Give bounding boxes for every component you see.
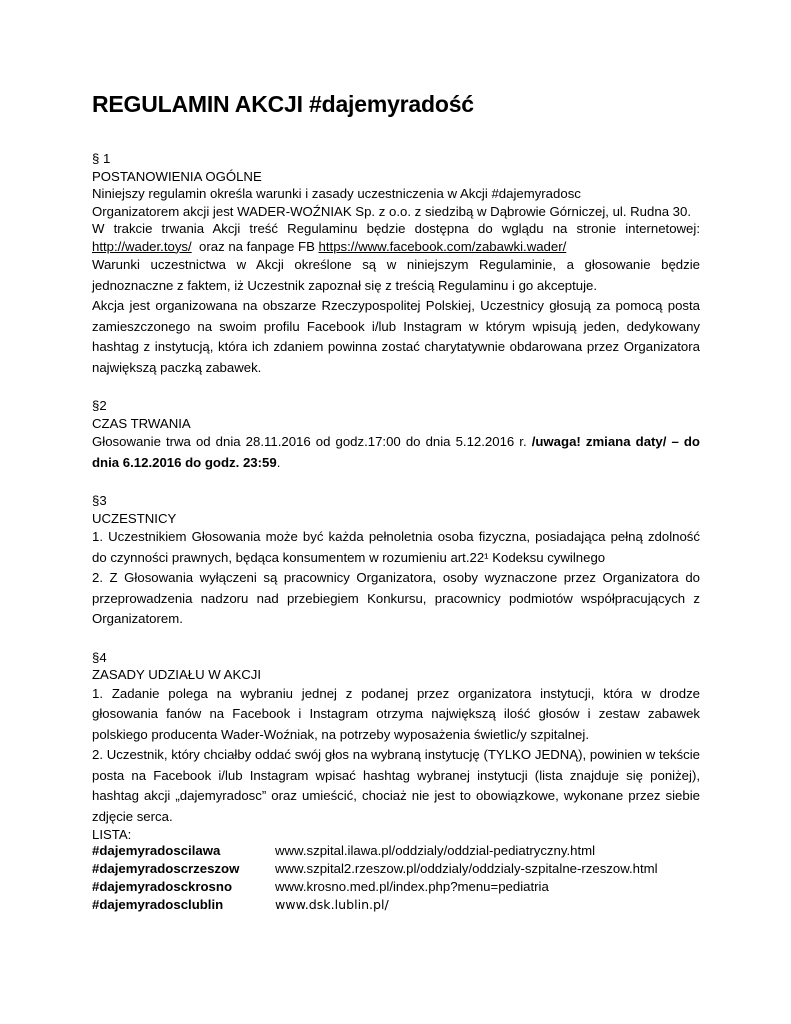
list-item <box>92 860 700 878</box>
text: . <box>276 454 281 470</box>
text: oraz na fanpage FB <box>191 238 319 254</box>
paragraph: 2. Uczestnik, który chciałby oddać swój głos na wybraną instytucję (TYLKO JEDNĄ), powinien w tekście posta na Facebook i/lub Instagram wpisać hashtag wybranej instytucji (lista znajduje się poniżej), hashtag akcji „dajemyradosc” oraz umieścić, chociaż nie jest to obowiązkowe, wykonane przez siebie zdjęcie serca. <box>92 747 700 824</box>
institution-url: www.szpital.ilawa.pl/oddzialy/oddzial-pediatryczny.html <box>275 843 596 858</box>
institution-url: www.krosno.med.pl/index.php?menu=pediatria <box>275 879 549 894</box>
list-label: LISTA: <box>92 827 132 842</box>
paragraph: 1. Uczestnikiem Głosowania może być każda pełnoletnia osoba fizyczna, posiadająca pełną zdolność do czynności prawnych, będąca konsumentem w rozumieniu art.22¹ Kodeksu cywilnego <box>92 529 700 565</box>
paragraph: Organizatorem akcji jest WADER-WOŹNIAK Sp. z o.o. z siedzibą w Dąbrowie Górniczej, ul. Rudna 30. <box>92 203 692 219</box>
section-2 <box>92 397 700 473</box>
section-number: §3 <box>92 493 107 508</box>
hashtag: #dajemyradoscilawa <box>92 843 221 858</box>
document-body <box>92 90 700 933</box>
institution-url: www.dsk.lublin.pl/ <box>275 897 389 912</box>
hashtag: #dajemyradosckrosno <box>92 879 232 894</box>
section-heading: POSTANOWIENIA OGÓLNE <box>92 168 262 184</box>
section-4 <box>92 649 700 915</box>
paragraph: Niniejszy regulamin określa warunki i zasady uczestniczenia w Akcji #dajemyradosc <box>92 186 581 201</box>
hashtag: #dajemyradoscrzeszow <box>92 861 240 876</box>
document-title: REGULAMIN AKCJI #dajemyradość <box>92 91 474 117</box>
section-3 <box>92 492 700 630</box>
paragraph: 2. Z Głosowania wyłączeni są pracownicy Organizatora, osoby wyznaczone przez Organizatora do przeprowadzenia nadzoru nad przebiegiem Konkursu, pracownicy podmiotów współpracujących z Organizatorem. <box>92 570 700 626</box>
text: W trakcie trwania Akcji treść Regulaminu będzie dostępna do wglądu na stronie internetowej: <box>92 221 700 236</box>
section-heading: ZASADY UDZIAŁU W AKCJI <box>92 667 262 682</box>
section-number: §4 <box>92 649 107 665</box>
list-item <box>92 878 700 896</box>
paragraph: 1. Zadanie polega na wybraniu jednej z podanej przez organizatora instytucji, która w drodze głosowania fanów na Facebook i Instagram otrzyma największą ilość głosów i zestaw zabawek polskiego producenta Wader-Woźniak, na potrzeby wyposażenia świetlic/y szpitalnej. <box>92 685 700 742</box>
paragraph <box>92 220 700 255</box>
list-item <box>92 842 700 860</box>
text: Głosowanie trwa od dnia 28.11.2016 od godz.17:00 do dnia 5.12.2016 r. <box>92 434 532 449</box>
section-heading: UCZESTNICY <box>92 510 177 526</box>
section-heading: CZAS TRWANIA <box>92 415 191 431</box>
section-number: §2 <box>92 398 107 413</box>
date-change-notice: /uwaga! zmiana daty/ – do dnia 6.12.2016 do godz. 23:59 <box>92 434 700 470</box>
facebook-link[interactable]: https://www.facebook.com/zabawki.wader/ <box>318 238 567 254</box>
institution-list <box>92 842 700 914</box>
section-number: § 1 <box>92 151 111 166</box>
website-link[interactable]: http://wader.toys/ <box>92 238 192 254</box>
paragraph: Akcja jest organizowana na obszarze Rzeczypospolitej Polskiej, Uczestnicy głosują za pomocą posta zamieszczonego na swoim profilu Facebook i/lub Instagram w którym wpisują jeden, dedykowany hashtag z instytucją, która ich zdaniem powinna zostać charytatywnie obdarowana przez Organizatora największą paczką zabawek. <box>92 298 700 375</box>
list-item <box>92 896 700 914</box>
paragraph: Warunki uczestnictwa w Akcji określone są w niniejszym Regulaminie, a głosowanie będzie jednoznaczne z faktem, iż Uczestnik zapoznał się z treścią Regulaminu i go akceptuje. <box>92 257 700 293</box>
section-1 <box>92 150 700 378</box>
paragraph <box>92 432 700 473</box>
institution-url: www.szpital2.rzeszow.pl/oddzialy/oddzialy-szpitalne-rzeszow.html <box>275 861 658 876</box>
hashtag: #dajemyradosclublin <box>92 897 224 912</box>
